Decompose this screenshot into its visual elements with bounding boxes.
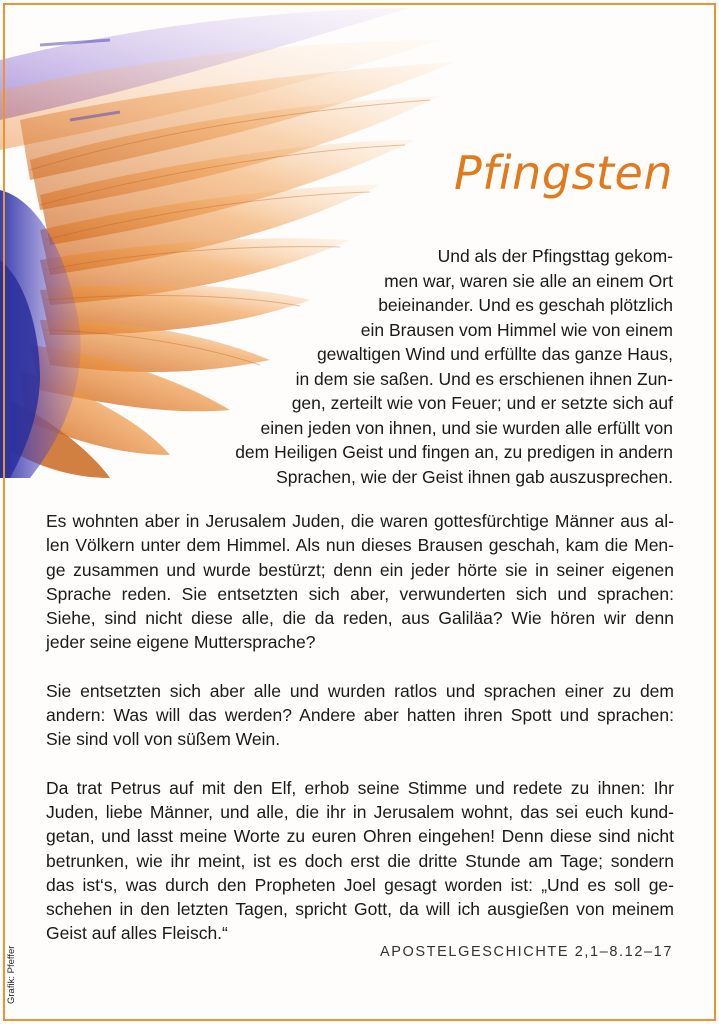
body-text	[46, 509, 674, 970]
text-line: Siehe, sind nicht diese alle, die da reden, aus Galiläa? Wie hören wir denn	[46, 608, 674, 629]
text-line: betrunken, wie ihr meint, ist es doch erst die dritte Stunde am Tage; sondern	[46, 850, 674, 871]
text-line: andern: Was will das werden? Andere aber hatten ihren Spott und sprachen:	[46, 705, 674, 726]
text-line: Es wohnten aber in Jerusalem Juden, die waren gottesfürchtige Männer aus al-	[46, 511, 674, 531]
bible-reference: APOSTELGESCHICHTE 2,1–8.12–17	[379, 944, 673, 960]
intro-line: men war, waren sie alle an einem Ort	[384, 270, 673, 291]
intro-line: dem Heiligen Geist und fingen an, zu predigen in andern	[235, 442, 673, 462]
text-line: jeder seine eigene Muttersprache?	[46, 632, 316, 653]
intro-line: ein Brausen vom Himmel wie von einem	[360, 319, 673, 340]
image-credit: Grafik: Pfeffer	[6, 945, 17, 1004]
text-line: Geist auf alles Fleisch.“	[46, 923, 228, 944]
page-title: Pfingsten	[453, 146, 673, 200]
text-line: Da trat Petrus auf mit den Elf, erhob seine Stimme und redete zu ihnen: Ihr	[46, 777, 674, 798]
intro-line: in dem sie saßen. Und es erschienen ihnen Zun-	[295, 368, 673, 389]
intro-line: Und als der Pfingsttag gekom-	[437, 246, 673, 266]
intro-line: einen jeden von ihnen, und sie wurden alle erfüllt von	[260, 417, 673, 438]
text-line: Sie sind voll von süßem Wein.	[46, 729, 281, 750]
text-line: schehen in den letzten Tagen, spricht Gott, da will ich ausgießen von meinem	[46, 899, 674, 920]
paragraph-1	[46, 509, 674, 655]
text-line: len Völkern unter dem Himmel. Als nun dieses Brausen geschah, kam die Men-	[46, 535, 674, 556]
intro-line: beieinander. Und es geschah plötzlich	[378, 295, 673, 315]
text-line: Sprache reden. Sie entsetzten sich aber, verwunderten sich und sprachen:	[46, 583, 674, 604]
text-line: Sie entsetzten sich aber alle und wurden ratlos und sprachen einer zu dem	[46, 680, 674, 701]
paragraph-2	[46, 679, 674, 752]
text-line: ge zusammen und wurde bestürzt; denn ein jeder hörte sie in seiner eigenen	[46, 559, 674, 580]
paragraph-3	[46, 776, 674, 946]
text-line: getan, und lasst meine Worte zu euren Ohren eingehen! Denn diese sind nicht	[46, 826, 674, 847]
intro-line: gen, zerteilt wie von Feuer; und er setzte sich auf	[291, 393, 673, 413]
text-line: das ist‘s, was durch den Propheten Joel gesagt worden ist: „Und es soll ge-	[46, 874, 674, 895]
text-line: Juden, liebe Männer, und alle, die ihr in Jerusalem wohnt, das sei euch kund-	[46, 801, 674, 822]
intro-line: gewaltigen Wind und erfüllte das ganze Haus,	[316, 344, 673, 364]
intro-line: Sprachen, wie der Geist ihnen gab auszusprechen.	[276, 466, 673, 487]
intro-paragraph	[153, 244, 673, 489]
